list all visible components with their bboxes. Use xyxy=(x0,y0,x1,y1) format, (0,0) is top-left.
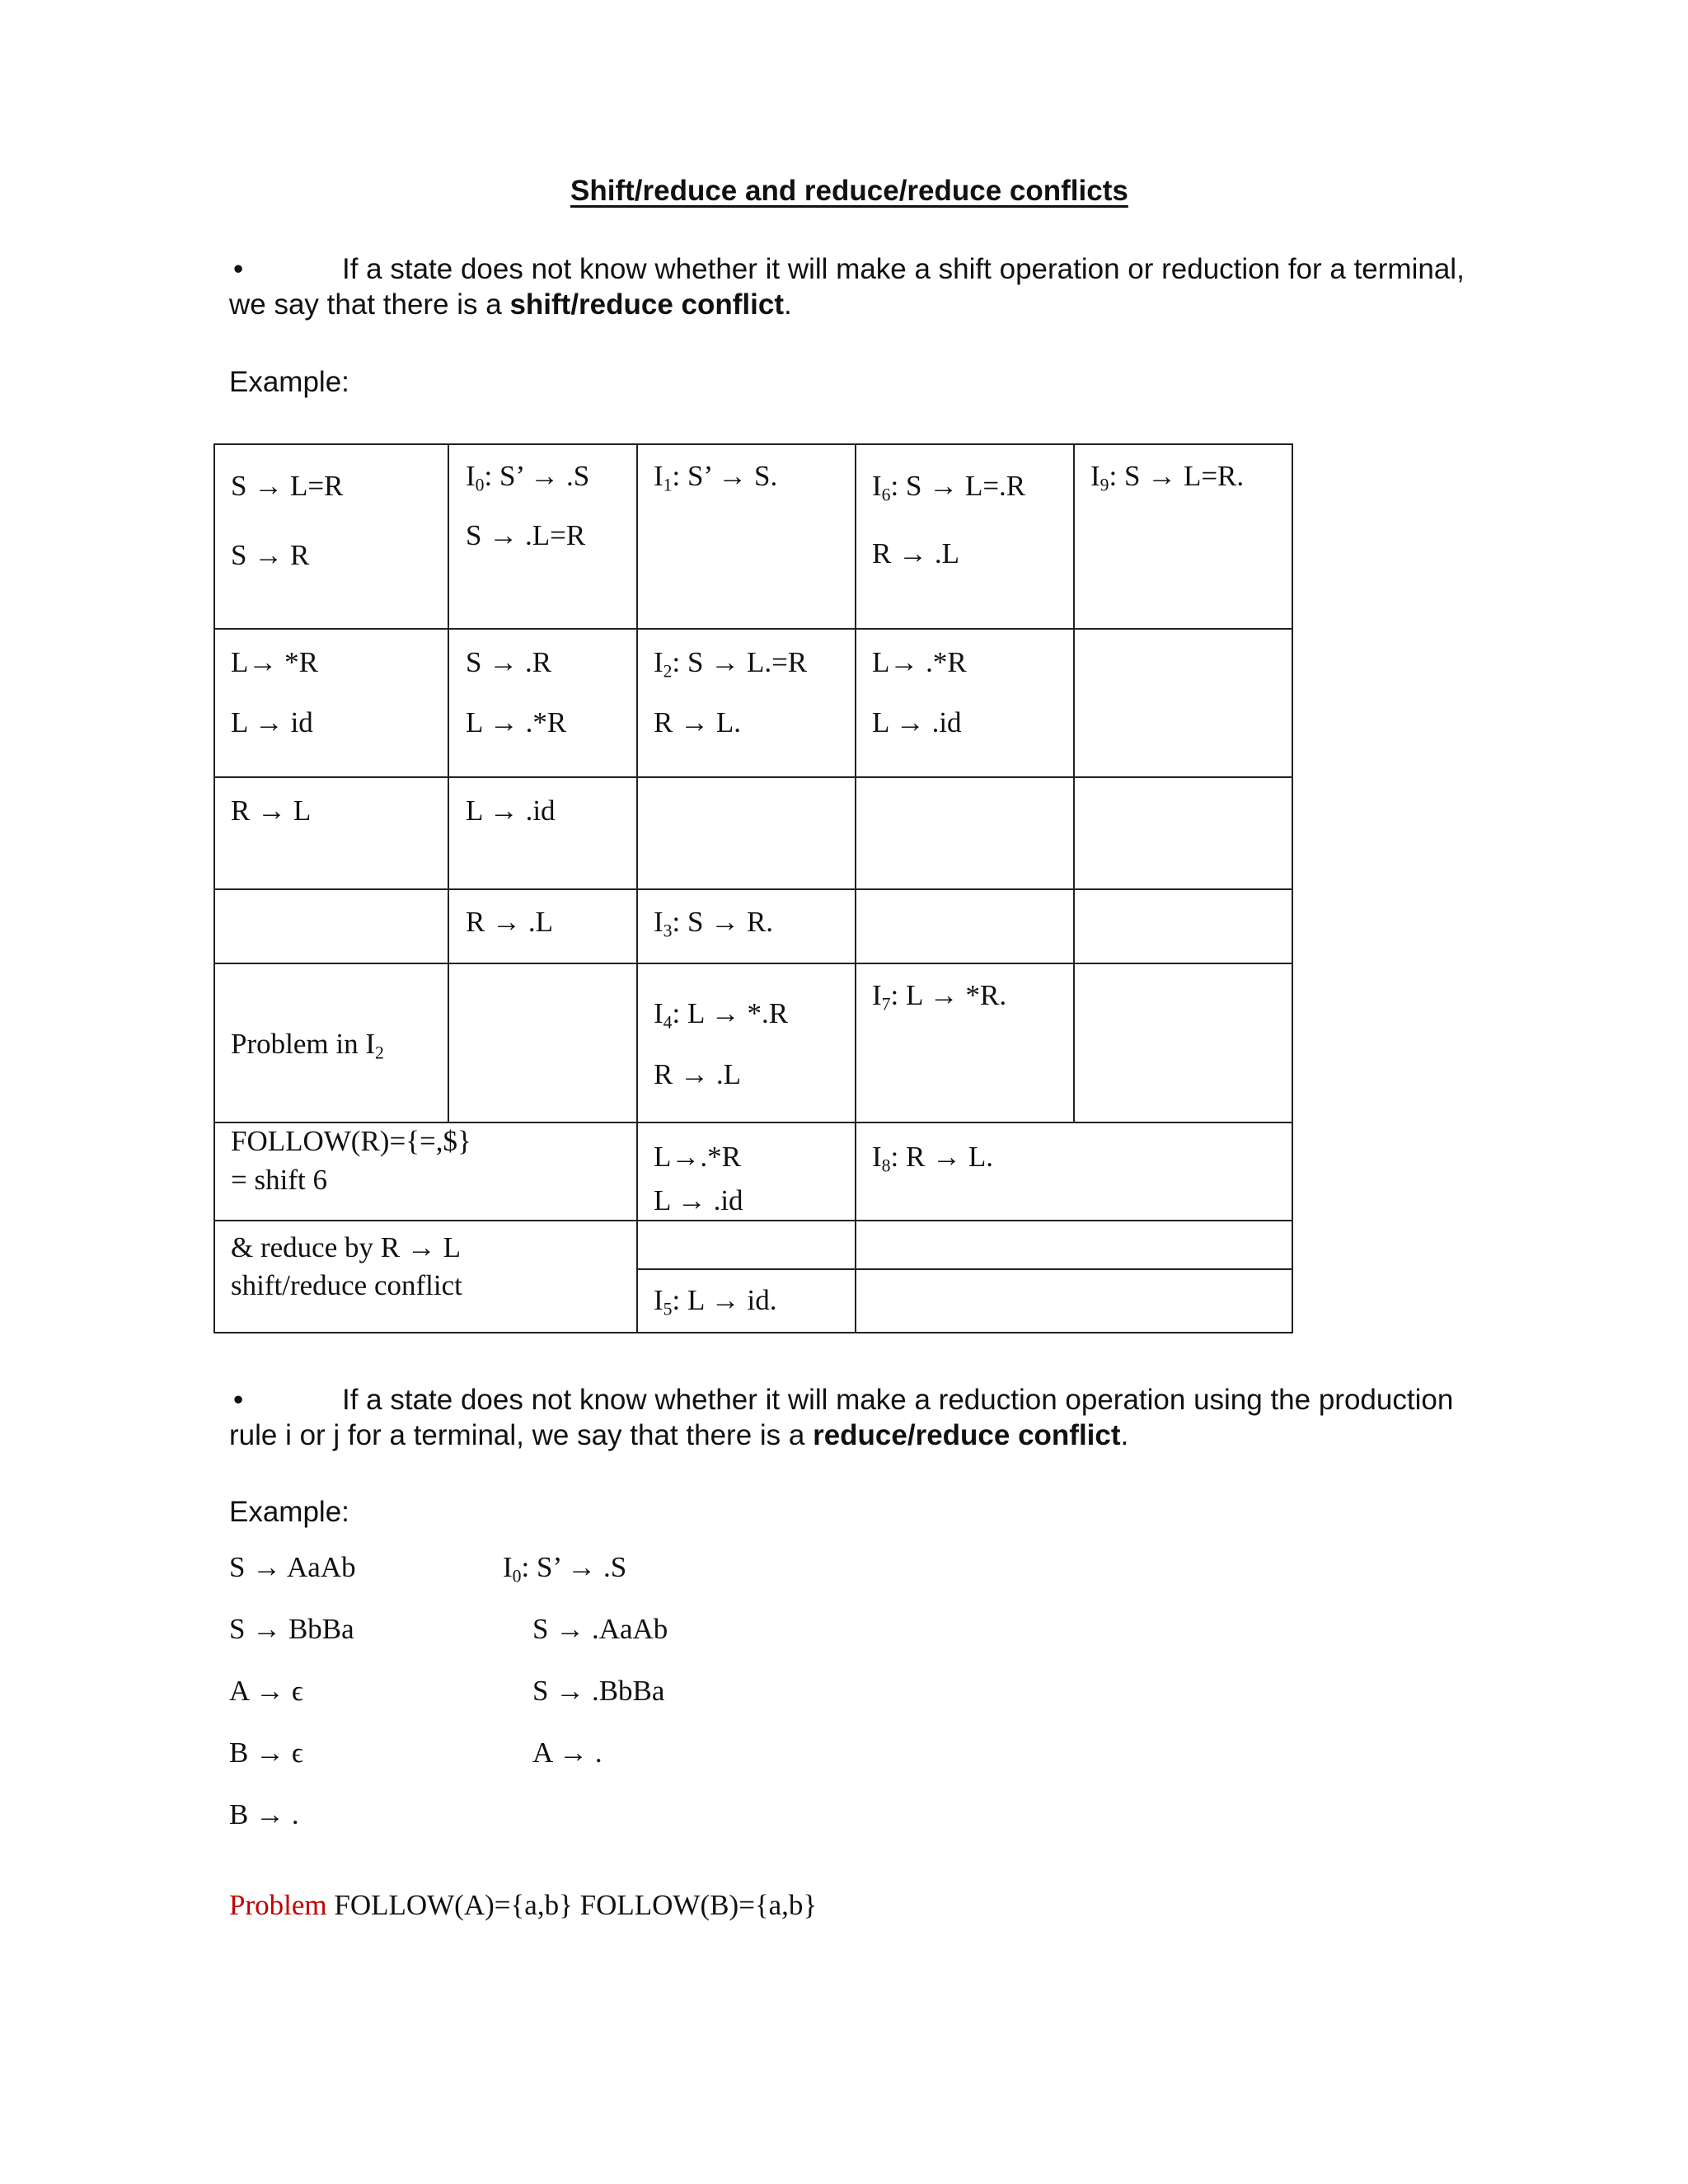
item: R → L. xyxy=(654,706,741,738)
item: L → .*R xyxy=(466,706,567,738)
item-text: : S → L=R. xyxy=(1109,460,1245,492)
item-sub: 0 xyxy=(512,1566,522,1586)
item: S → .L=R xyxy=(466,519,586,551)
grid-line xyxy=(636,443,638,1333)
item-text: : S’ → .S xyxy=(484,460,590,492)
item: R → .L xyxy=(654,1058,741,1090)
bullet-2: • xyxy=(233,1384,244,1416)
problem-follow-sets: FOLLOW(A)={a,b} FOLLOW(B)={a,b} xyxy=(326,1889,818,1921)
item-label: I xyxy=(654,1284,663,1316)
grid-line xyxy=(213,443,1293,445)
item: S → .AaAb xyxy=(532,1613,668,1645)
item: S → .R xyxy=(466,646,552,678)
grid-line xyxy=(448,443,449,1123)
grid-line xyxy=(213,888,1293,890)
para2-line2-post: . xyxy=(1120,1419,1129,1451)
item-label: I xyxy=(654,460,663,492)
problem-note-sub: 2 xyxy=(374,1043,384,1063)
item-set-i5 xyxy=(654,1282,777,1319)
item-set-i4 xyxy=(654,996,788,1032)
item-set-i8 xyxy=(872,1139,993,1175)
grammar-rule: S → BbBa xyxy=(229,1613,354,1645)
item-text: : L → *R. xyxy=(890,979,1007,1011)
item-sub: 8 xyxy=(881,1155,891,1176)
grid-line xyxy=(213,1220,1293,1221)
item: L→.*R xyxy=(654,1141,741,1173)
grid-line xyxy=(213,628,1293,630)
para2-line2 xyxy=(229,1418,1128,1454)
item: R → .L xyxy=(466,906,553,938)
item-sub: 0 xyxy=(475,475,485,495)
grid-line xyxy=(1073,443,1075,1123)
item-text: : S → L.=R xyxy=(672,646,808,678)
item-label: I xyxy=(466,460,476,492)
item-text: : L → *.R xyxy=(672,997,789,1029)
reduce-note: & reduce by R → L xyxy=(231,1231,461,1263)
item-label: I xyxy=(872,979,882,1011)
item-set-i1 xyxy=(654,458,777,494)
para1-line2-post: . xyxy=(784,288,792,321)
item-label: I xyxy=(503,1551,513,1583)
grammar-rule: A → ϵ xyxy=(229,1675,304,1707)
follow-note: FOLLOW(R)={=,$} xyxy=(231,1125,471,1157)
item-sub: 9 xyxy=(1100,475,1109,495)
grammar-rule: S → AaAb xyxy=(229,1551,356,1583)
item-sub: 6 xyxy=(881,485,891,505)
problem-note-text: Problem in I xyxy=(231,1028,375,1060)
example2-item-set-i0 xyxy=(503,1549,626,1586)
problem-line xyxy=(229,1887,817,1924)
item: R → .L xyxy=(872,537,959,569)
problem-word: Problem xyxy=(229,1889,327,1921)
item-set-i3 xyxy=(654,904,773,940)
item-label: I xyxy=(1090,460,1100,492)
item-set-i7 xyxy=(872,977,1006,1014)
shift-note: = shift 6 xyxy=(231,1164,327,1196)
item: L → .id xyxy=(872,706,962,738)
para1-line1: If a state does not know whether it will make a shift operation or reduction for a terminal, xyxy=(342,253,1465,285)
para2-line2-pre: rule i or j for a terminal, we say that there is a xyxy=(229,1419,814,1451)
para1-line2-pre: we say that there is a xyxy=(229,288,510,321)
example-label-1: Example: xyxy=(229,366,349,398)
grid-line xyxy=(213,443,215,1333)
item-sub: 2 xyxy=(663,661,673,682)
item-set-i0 xyxy=(466,458,589,494)
item-label: I xyxy=(654,646,663,678)
item: L→ .*R xyxy=(872,646,967,678)
grid-line xyxy=(213,1332,1293,1333)
item: S → .BbBa xyxy=(532,1675,665,1707)
para1-term: shift/reduce conflict xyxy=(509,288,785,321)
item-sub: 4 xyxy=(663,1012,673,1033)
page-title: Shift/reduce and reduce/reduce conflicts xyxy=(570,175,1128,207)
item-label: I xyxy=(872,470,882,502)
grid-line xyxy=(213,963,1293,964)
item-sub: 1 xyxy=(663,475,673,495)
item-text: : S’ → .S xyxy=(521,1551,627,1583)
production: R → L xyxy=(231,794,312,827)
production: L→ *R xyxy=(231,646,318,678)
grammar-rule: B → . xyxy=(229,1798,299,1830)
item: L → .id xyxy=(654,1184,743,1216)
item-text: : S → L=.R xyxy=(890,470,1026,502)
item-text: : S’ → S. xyxy=(672,460,778,492)
production: S → L=R xyxy=(231,470,344,502)
item-text: : S → R. xyxy=(672,906,774,938)
item-set-i9 xyxy=(1090,458,1244,494)
production: L → id xyxy=(231,706,313,738)
item-label: I xyxy=(872,1141,882,1173)
bullet-1: • xyxy=(233,253,244,285)
grid-line xyxy=(855,443,856,1333)
item-sub: 3 xyxy=(663,921,673,941)
example-label-2: Example: xyxy=(229,1496,349,1528)
item-text: : L → id. xyxy=(672,1284,777,1316)
para2-line1: If a state does not know whether it will make a reduction operation using the production xyxy=(342,1384,1454,1416)
item-sub: 5 xyxy=(663,1299,673,1319)
conflict-note: shift/reduce conflict xyxy=(231,1269,462,1301)
item-label: I xyxy=(654,906,663,938)
grammar-rule: B → ϵ xyxy=(229,1736,304,1769)
grid-line xyxy=(1292,443,1293,1333)
production: S → R xyxy=(231,539,310,571)
item: L → .id xyxy=(466,794,556,827)
item-label: I xyxy=(654,997,663,1029)
para1-line2 xyxy=(229,287,792,323)
item-text: : R → L. xyxy=(890,1141,993,1173)
grid-line xyxy=(636,1268,1293,1270)
problem-note xyxy=(231,1026,384,1062)
item-sub: 7 xyxy=(881,994,891,1015)
para2-term: reduce/reduce conflict xyxy=(813,1419,1121,1451)
item-set-i2 xyxy=(654,644,807,681)
item-set-i6 xyxy=(872,468,1025,504)
grid-line xyxy=(213,776,1293,778)
item: A → . xyxy=(532,1736,603,1769)
